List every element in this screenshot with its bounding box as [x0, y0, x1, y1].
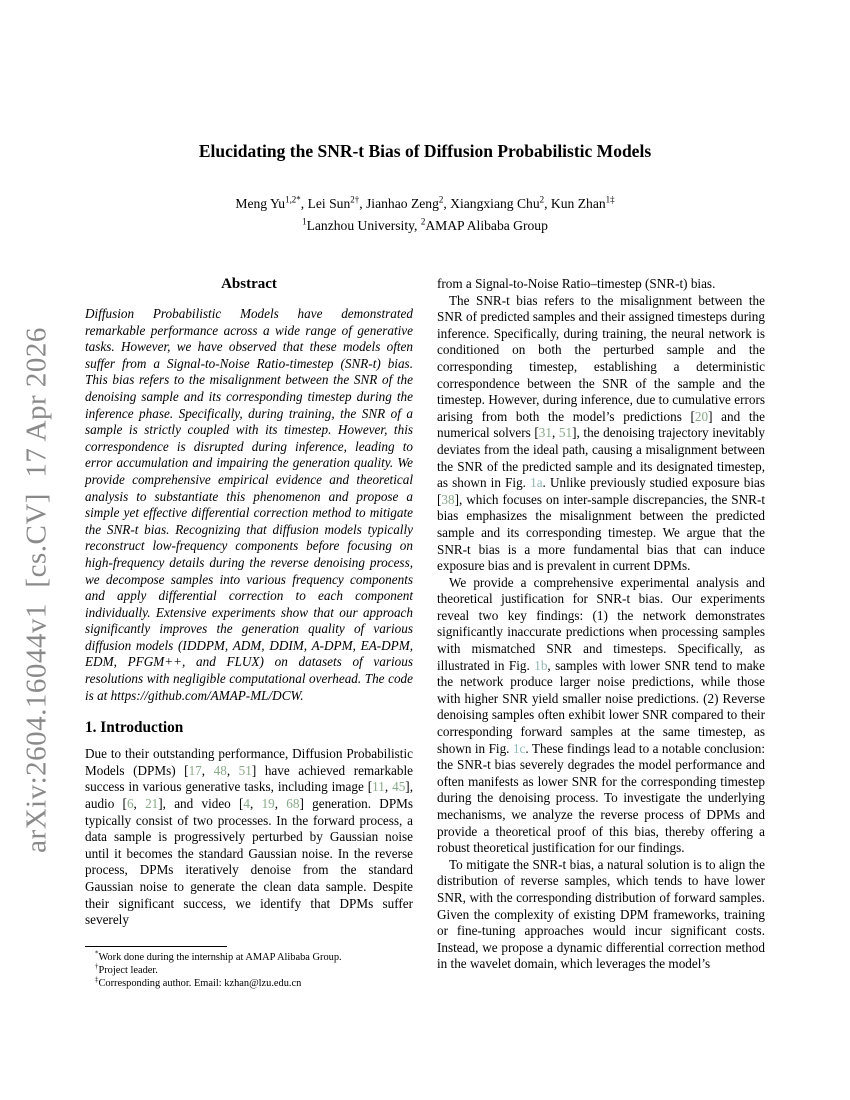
paper-title: Elucidating the SNR-t Bias of Diffusion Probabilistic Models [198, 141, 652, 161]
introduction-paragraph: Due to their outstanding performance, Diffusion Probabilistic Models (DPMs) [17, 48, 51] have achieved remarkable success in various generative tasks, including image [11, 45], audio [6, 21], and video [4, 19, 68] generation. DPMs typically consist of two processes. In the forward process, a data sample is progressively perturbed by Gaussian noise until it becomes the standard Gaussian noise. In the reverse process, DPMs iteratively denoise from the standard Gaussian noise to generate the clean data sample. Despite their significant success, we identify that DPMs suffer severely [85, 746, 414, 928]
abstract-heading: Abstract [221, 276, 277, 292]
section-heading-introduction: 1. Introduction [85, 719, 184, 737]
left-column [85, 276, 413, 929]
right-column-paragraph-continuation: from a Signal-to-Noise Ratio–timestep (SNR-t) bias. [437, 276, 716, 291]
arxiv-watermark: arXiv:2604.16044v1 [cs.CV] 17 Apr 2026 [20, 327, 53, 853]
author-line: Meng $Yu^{1,2*}$, Lei Sun$^{2\dagger}$, Jianhao Zeng$^2$, Xiangxiang Chu$^2$, Kun Zhan$^{1\ddagger}$ [235, 194, 615, 211]
abstract-text: Diffusion Probabilistic Models have demonstrated remarkable performance across a wide range of generative tasks. However, we have observed that these models often suffer from a Signal-to-Noise Ratio-timestep (SNR-t) bias. This bias refers to the misalignment between the SNR of the denoising sample and its corresponding timestep during the inference phase. Specifically, during training, the SNR of a sample is strictly coupled with its timestep. However, this correspondence is disrupted during inference, leading to error accumulation and impairing the generation quality. We provide comprehensive empirical evidence and theoretical analysis to substantiate this phenomenon and propose a simple yet effective differential correction method to mitigate the SNR-t bias. Recognizing that diffusion models typically reconstruct low-frequency components before focusing on high-frequency details during the reverse denoising process, we decompose samples into various frequency components and apply differential correction to each component individually. Extensive experiments show that our approach significantly improves the generation quality of various diffusion models (IDDPM, ADM, DDIM, A-DPM, EA-DPM, EDM, PFGM++, and FLUX) on datasets of various resolutions with negligible computational overhead. The code is at https://github.com/AMAP-ML/DCW. [85, 306, 413, 703]
right-column-paragraph-findings: We provide a comprehensive experimental analysis and theoretical justification for SNR-t bias. Our experiments reveal two key findings: (1) the network demonstrates significantly inaccurate predictions when processing samples with mismatched SNR and timesteps. Specifically, as illustrated in Fig. 1b, samples with lower SNR tend to make the network produce larger noise predictions, while those with higher SNR yield smaller noise predictions. (2) Reverse denoising samples often exhibit lower SNR compared to their corresponding forward samples at the same timestep, as shown in Fig. 1c. These findings lead to a notable conclusion: the SNR-t bias severely degrades the model performance and often manifests as lower SNR for the corresponding timestep during the denoising process. To investigate the underlying mechanisms, we analyze the reverse process of DPMs and provide a theoretical proof of this bias, thereby offering a robust theoretical justification for our findings. [437, 574, 765, 856]
footnote-corresponding-author: ‡Corresponding author. Email: kzhan@lzu.edu.cn [95, 976, 302, 990]
right-column [437, 276, 765, 973]
affiliation-line: $^1$Lanzhou University, $^2$AMAP Alibaba Group [302, 216, 548, 233]
footnote-project-leader: †Project leader. [95, 963, 158, 977]
right-column-paragraph-snrt-bias: The SNR-t bias refers to the misalignment between the SNR of predicted samples and their assigned timesteps during inference. Specifically, during training, the neural network is conditioned on both the perturbed sample and the corresponding timestep, establishing a deterministic correspondence between the SNR of the sample and the timestep. However, during inference, due to cumulative errors arising from both the model’s predictions [20] and the numerical solvers [31, 51], the denoising trajectory inevitably deviates from the ideal path, causing a misalignment between the SNR of the predicted sample and its designated timestep, as shown in Fig. 1a. Unlike previously studied exposure bias [38], which focuses on inter-sample discrepancies, the SNR-t bias emphasizes the misalignment between the predicted sample and its corresponding timestep. We argue that the SNR-t bias is a more fundamental bias that can induce exposure bias and is prevalent in current DPMs. [437, 292, 766, 574]
right-column-paragraph-mitigation: To mitigate the SNR-t bias, a natural solution is to align the distribution of reverse samples, which tends to have lower SNR, with the corresponding distribution of forward samples. Given the complexity of existing DPM frameworks, training or fine-tuning approaches would incur significant costs. Instead, we propose a dynamic differential correction method in the wavelet domain, which leverages the model’s [437, 856, 765, 972]
footnote-internship: *Work done during the internship at AMAP Alibaba Group. [95, 950, 342, 963]
footnote-block [85, 946, 413, 991]
footnote-rule [85, 946, 227, 947]
